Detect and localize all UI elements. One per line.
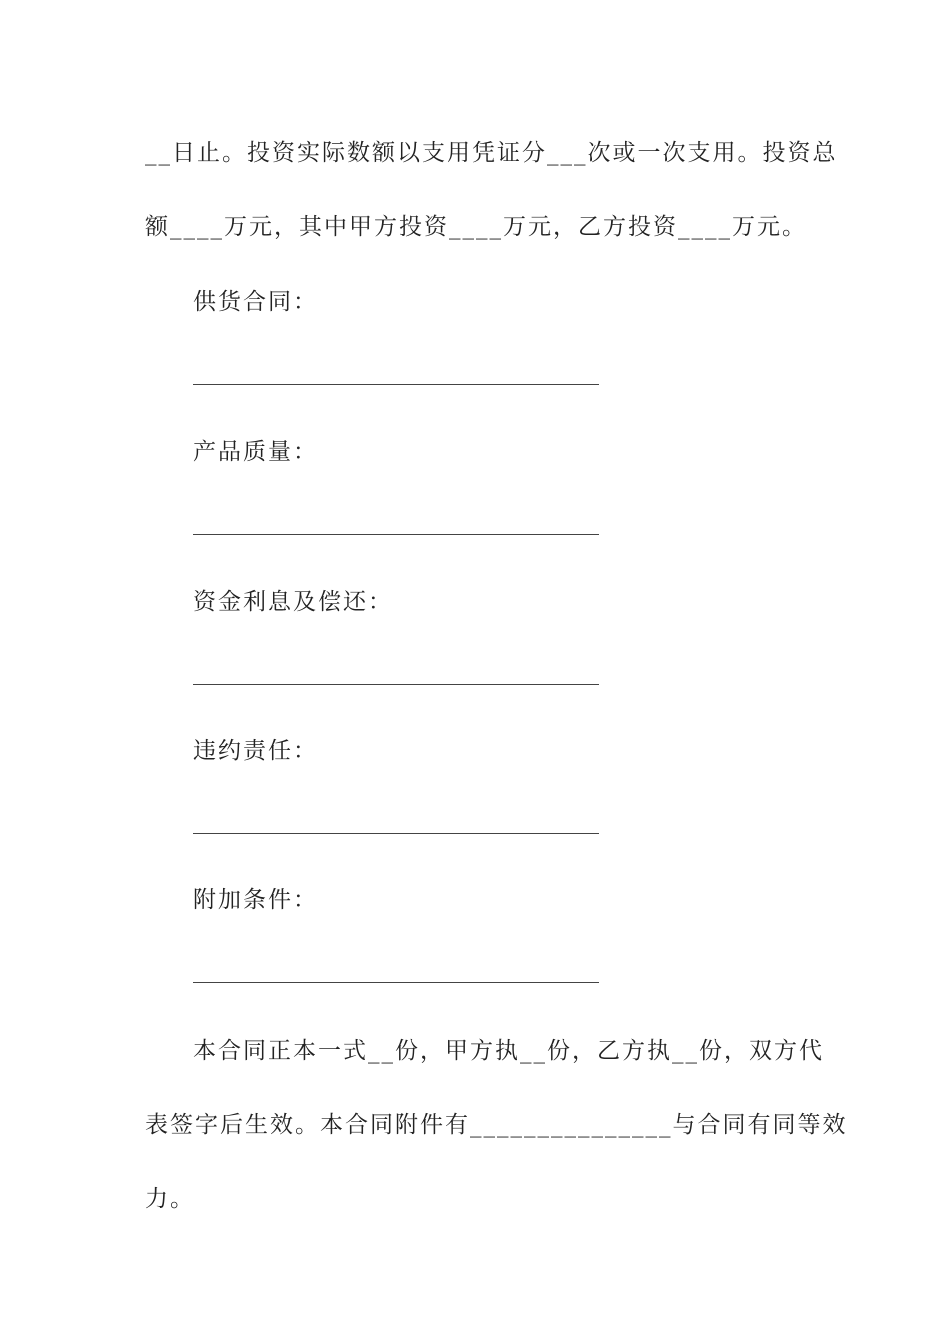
paragraph-1-line-1: __日止。投资实际数额以支用凭证分___次或一次支用。投资总 <box>145 140 838 166</box>
section-label-product-quality: 产品质量： <box>193 439 318 465</box>
product-quality-blank-line <box>193 534 599 535</box>
section-label-funds-interest-repayment: 资金利息及偿还： <box>193 589 393 615</box>
supply-contract-blank-line <box>193 384 599 385</box>
paragraph-2-line-1: 本合同正本一式__份，甲方执__份，乙方执__份，双方代 <box>193 1038 824 1064</box>
section-label-additional-terms: 附加条件： <box>193 887 318 913</box>
section-label-supply-contract: 供货合同： <box>193 289 318 315</box>
paragraph-1-line-2: 额____万元，其中甲方投资____万元，乙方投资____万元。 <box>145 214 807 240</box>
section-label-breach-liability: 违约责任： <box>193 738 318 764</box>
additional-terms-blank-line <box>193 982 599 983</box>
funds-interest-blank-line <box>193 684 599 685</box>
breach-liability-blank-line <box>193 833 599 834</box>
paragraph-2-line-3: 力。 <box>145 1186 195 1212</box>
paragraph-2-line-2: 表签字后生效。本合同附件有_______________与合同有同等效 <box>145 1112 848 1138</box>
